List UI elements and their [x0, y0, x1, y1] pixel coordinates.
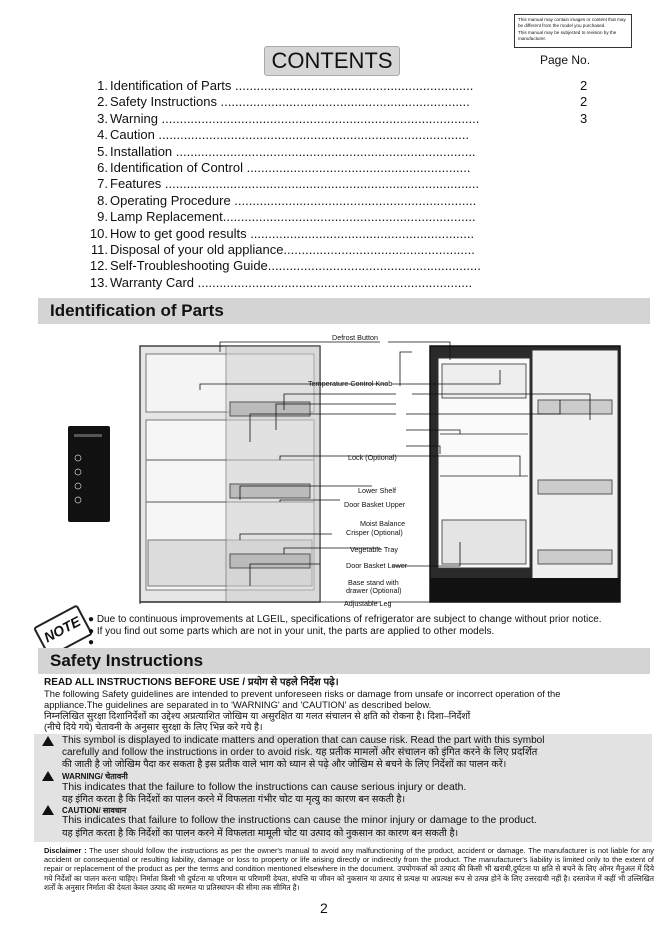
toc-label: Operating Procedure ................................................................... — [110, 192, 477, 208]
note-badge: NOTE — [33, 604, 93, 657]
toc-item[interactable] — [84, 160, 604, 176]
caution-hi: यह इंगित करता है कि निर्देशों का पालन करने में विफलता मामूली चोट या उत्पाद को नुकसान का कारण बन सकती है। — [62, 828, 459, 839]
manual-notice-line2: This manual may be subjected to revision by the manufacturer. — [518, 30, 617, 41]
toc-num: 3. — [97, 110, 108, 126]
warning-label: WARNING/ चेतावनी — [62, 772, 128, 781]
table-of-contents — [84, 78, 604, 291]
note-item: ● — [88, 637, 95, 649]
label-defrost-button: Defrost Button — [332, 333, 378, 342]
toc-item[interactable] — [84, 144, 604, 160]
toc-page: 2 — [580, 78, 588, 93]
refrigerator-figure — [40, 330, 650, 610]
toc-num: 9. — [97, 209, 108, 225]
toc-item[interactable] — [84, 275, 604, 291]
toc-label: How to get good results .............................................................. — [110, 225, 475, 241]
symbol-en-1: This symbol is displayed to indicate matters and operation that can cause risk. Read the part with this symbol — [62, 735, 545, 746]
toc-num: 12. — [89, 258, 108, 274]
toc-label: Self-Troubleshooting Guide........................................................... — [110, 258, 481, 274]
label-crisper: Crisper (Optional) — [346, 528, 403, 537]
caution-en: This indicates that failure to follow the instructions can cause the minor injury or damage to the product. — [62, 815, 537, 826]
caution-icon — [42, 805, 54, 815]
label-adjustable-leg: Adjustable Leg — [344, 599, 392, 608]
toc-label: Disposal of your old appliance..................................................... — [110, 241, 475, 257]
page-no-label: Page No. — [540, 53, 591, 67]
toc-item[interactable] — [84, 226, 604, 242]
toc-item[interactable] — [84, 111, 604, 127]
toc-label: Identification of Control .............................................................. — [110, 159, 471, 175]
label-door-basket-upper: Door Basket Upper — [344, 500, 406, 509]
disclaimer-text-hindi: उपयोगकर्ता को उत्पाद की किसी भी खराबी,दुर्घटना या क्षति से बचने के लिए ओनर मैनुअल में दिये गये निर्देशों का पालन करना चाहिए। निर्माता किसी भी दुर्घटना या परिणाम या परिणामी देयता, संपत्ति या जीवन को नुकसान या उत्पाद से प्रत्यक्ष या अप्रत्यक्ष रूप से उत्पन्न होने के लिए उत्तरदायी नहीं है। दस्तावेज में कहीं भी उल्लिखित शर्तों के अनुसार निर्माता की देयता केवल उत्पाद की मरम्मत या प्रतिस्थापन की सीमा तक सीमित है। — [44, 864, 654, 892]
toc-page: 2 — [580, 94, 588, 110]
warning-symbol-icon — [42, 736, 54, 746]
warning-hi: यह इंगित करता है कि निर्देशों का पालन करने में विफलता गंभीर चोट या मृत्यु का कारण बन सकती है। — [62, 794, 406, 805]
toc-label: Installation ................................................................................... — [110, 143, 476, 159]
intro-en-2: appliance.The guidelines are separated in to 'WARNING' and 'CAUTION' as described below. — [44, 699, 432, 710]
toc-item[interactable] — [84, 94, 604, 110]
refrigerator-illustration — [40, 330, 650, 610]
toc-label: Safety Instructions ..................................................................... — [110, 94, 470, 110]
toc-num: 1. — [97, 78, 108, 93]
note-text: Due to continuous improvements at LGEIL, specifications of refrigerator are subject to change without prior notice. — [96, 614, 602, 625]
caution-label: CAUTION/ सावधान — [62, 806, 127, 815]
toc-label: Warning ........................................................................................ — [110, 110, 480, 126]
symbol-line-2 — [62, 747, 537, 758]
manual-notice-box — [514, 14, 632, 48]
toc-label: Lamp Replacement...................................................................... — [110, 209, 476, 225]
notes-list — [88, 614, 602, 649]
disclaimer-label: Disclaimer : — [44, 846, 87, 855]
symbol-hi-2: यह प्रतीक मामलों और संचालन को इंगित करने के लिए प्रदर्शित — [315, 747, 538, 758]
warning-icon — [42, 771, 54, 781]
toc-num: 4. — [97, 127, 108, 143]
note-text: If you find out some parts which are not in your unit, the parts are applied to other models. — [96, 625, 495, 637]
label-lock: Lock (Optional) — [348, 453, 397, 462]
identification-heading: Identification of Parts — [38, 298, 650, 324]
intro-hi-1: निम्नलिखित सुरक्षा दिशानिर्देशों का उद्देश्य अप्रत्याशित जोखिम या असुरक्षित या गलत संचालन से क्षति को रोकना है। दिशा–निर्देशों — [44, 710, 471, 721]
label-temperature-knob: Temperature Control Knob — [308, 379, 393, 388]
toc-num: 11. — [90, 241, 108, 257]
safety-heading: Safety Instructions — [38, 648, 650, 674]
intro-en-1: The following Safety guidelines are intended to prevent unforeseen risks or damage from unsafe or incorrect operation of the — [44, 688, 561, 699]
toc-label: Identification of Parts .................................................................. — [110, 78, 474, 93]
toc-label: Warranty Card ............................................................................ — [110, 274, 473, 290]
toc-item[interactable] — [84, 242, 604, 258]
toc-item[interactable] — [84, 176, 604, 192]
toc-num: 7. — [97, 176, 108, 192]
toc-item[interactable] — [84, 209, 604, 225]
read-all-instructions: READ ALL INSTRUCTIONS BEFORE USE / प्रयोग से पहले निर्देश पढ़े। — [44, 677, 339, 688]
label-moist-balance: Moist Balance — [360, 519, 406, 528]
toc-num: 10. — [89, 225, 108, 241]
manual-notice-line1: This manual may contain images or content that may be different from the model you purchased. — [518, 17, 626, 28]
toc-label: Caution ...................................................................................... — [110, 127, 470, 143]
toc-item[interactable] — [84, 78, 604, 94]
symbol-en-2: carefully and follow the instructions in order to avoid risk. — [62, 747, 313, 758]
disclaimer — [44, 846, 654, 892]
label-vegetable-tray: Vegetable Tray — [350, 545, 398, 554]
note-item: ● Due to continuous improvements at LGEIL, specifications of refrigerator are subject to change without prior notice. — [88, 614, 602, 625]
toc-num: 5. — [97, 143, 108, 159]
toc-page: 3 — [580, 110, 588, 126]
label-drawer: drawer (Optional) — [346, 586, 402, 595]
toc-item[interactable] — [84, 193, 604, 209]
label-base-stand: Base stand with — [348, 578, 399, 587]
disclaimer-text: The user should follow the instructions as per the owner's manual to avoid any malfunctioning of the product, accident or damage. The manufacturer is not liable for any accident or consequential or resulting liability, damage or loss to property or life arising directly or indirectly from the product. The manufacturer's liability is limited only to the extent of repair or replacement of the product as per the terms and condition mentioned elsewhere in the document. — [44, 846, 655, 874]
page-number: 2 — [320, 900, 328, 916]
symbol-hi-3: की जाती है जो जोखिम पैदा कर सकता है इस प्रतीक वाले भाग को ध्यान से पढ़े और जोखिम से बचने के लिए निर्देशों का पालन करें। — [62, 759, 507, 770]
toc-num: 2. — [97, 94, 108, 110]
toc-num: 6. — [97, 159, 108, 175]
toc-item[interactable] — [84, 127, 604, 143]
toc-item[interactable] — [84, 258, 604, 274]
toc-num: 13. — [89, 274, 108, 290]
note-item: ● If you find out some parts which are not in your unit, the parts are applied to other models. — [88, 625, 495, 637]
label-lower-shelf: Lower Shelf — [358, 486, 396, 495]
toc-num: 8. — [97, 192, 108, 208]
warning-en: This indicates that the failure to follow the instructions can cause serious injury or death. — [62, 782, 467, 793]
contents-title: CONTENTS — [264, 46, 400, 76]
toc-label: Features ....................................................................................... — [110, 176, 480, 192]
intro-hi-2: (नीचे दिये गये) चेतावनी के अनुसार सुरक्षा के लिए भिन्न करे गये है। — [44, 721, 263, 732]
label-door-basket-lower: Door Basket Lower — [346, 561, 408, 570]
